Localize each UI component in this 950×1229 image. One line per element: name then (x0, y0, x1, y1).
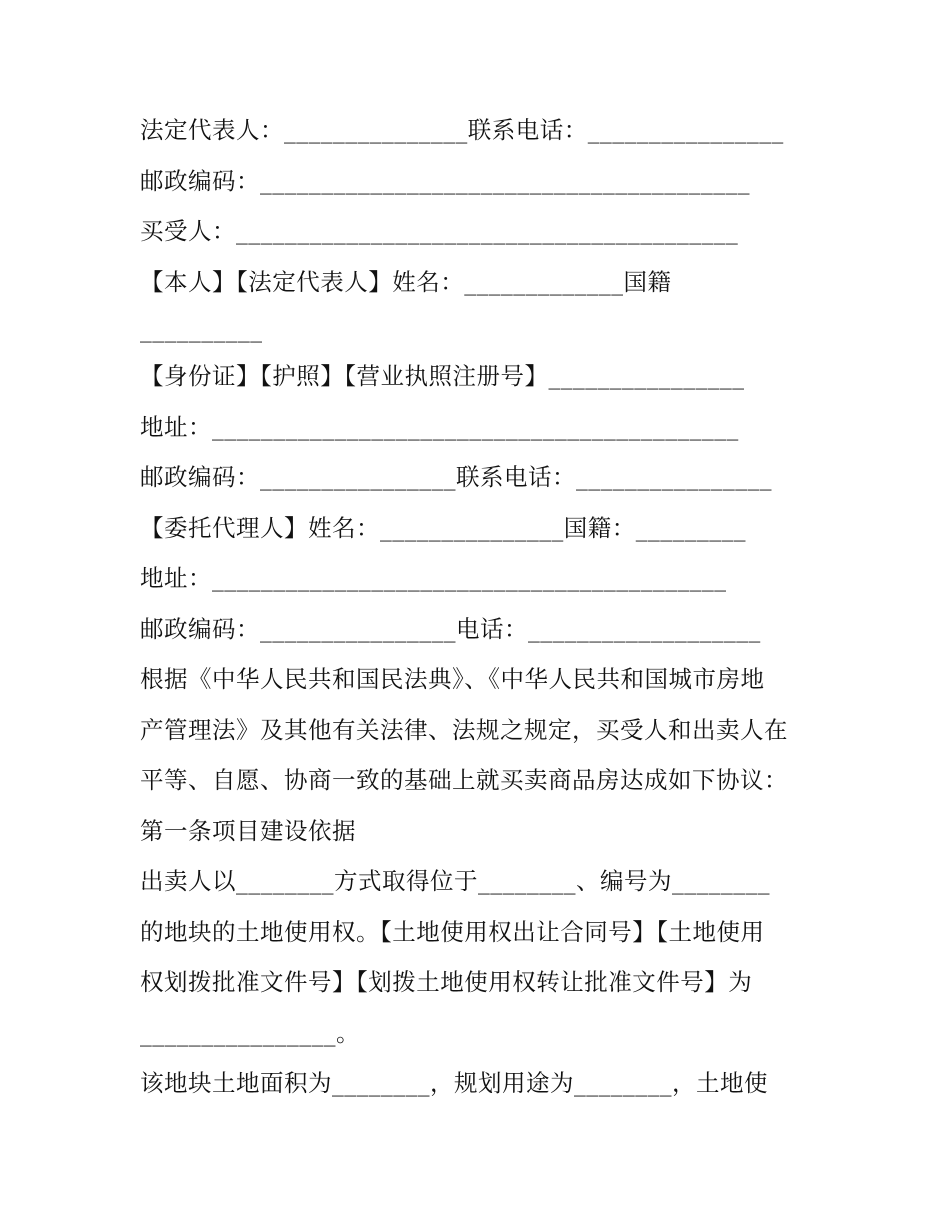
preamble-line-2: 产管理法》及其他有关法律、法规之规定，买受人和出卖人在 (140, 716, 788, 744)
preamble-line-3: 平等、自愿、协商一致的基础上就买卖商品房达成如下协议： (140, 766, 788, 794)
article-one-heading: 第一条项目建设依据 (140, 817, 356, 845)
land-acquisition-line: 出卖人以________方式取得位于________、编号为________ (140, 867, 770, 895)
nationality-blank-line: __________ (140, 315, 263, 343)
buyer-name-nationality-line: 【本人】【法定代表人】姓名：_____________国籍 (140, 268, 672, 296)
agent-address-line: 地址：__________________________________________ (140, 564, 727, 592)
legal-representative-phone-line: 法定代表人：_______________联系电话：________________ (140, 116, 784, 144)
buyer-line: 买受人：_________________________________________ (140, 217, 739, 245)
approval-document-line: 权划拨批准文件号】【划拨土地使用权转让批准文件号】为 (140, 968, 753, 996)
land-use-right-line: 的地块的土地使用权。【土地使用权出让合同号】【土地使用 (140, 918, 765, 946)
buyer-postal-phone-line: 邮政编码：________________联系电话：________________ (140, 463, 772, 491)
id-document-line: 【身份证】【护照】【营业执照注册号】________________ (140, 362, 745, 390)
document-number-blank-line: ________________。 (140, 1019, 360, 1047)
agent-postal-phone-line: 邮政编码：________________电话：___________________ (140, 615, 761, 643)
buyer-address-line: 地址：___________________________________________ (140, 413, 739, 441)
preamble-line-1: 根据《中华人民共和国民法典》、《中华人民共和国城市房地 (140, 665, 765, 693)
postal-code-line: 邮政编码：________________________________________ (140, 167, 750, 195)
land-area-use-line: 该地块土地面积为________，规划用途为________，土地使 (140, 1069, 768, 1097)
agent-name-nationality-line: 【委托代理人】姓名：_______________国籍：_________ (140, 514, 746, 542)
